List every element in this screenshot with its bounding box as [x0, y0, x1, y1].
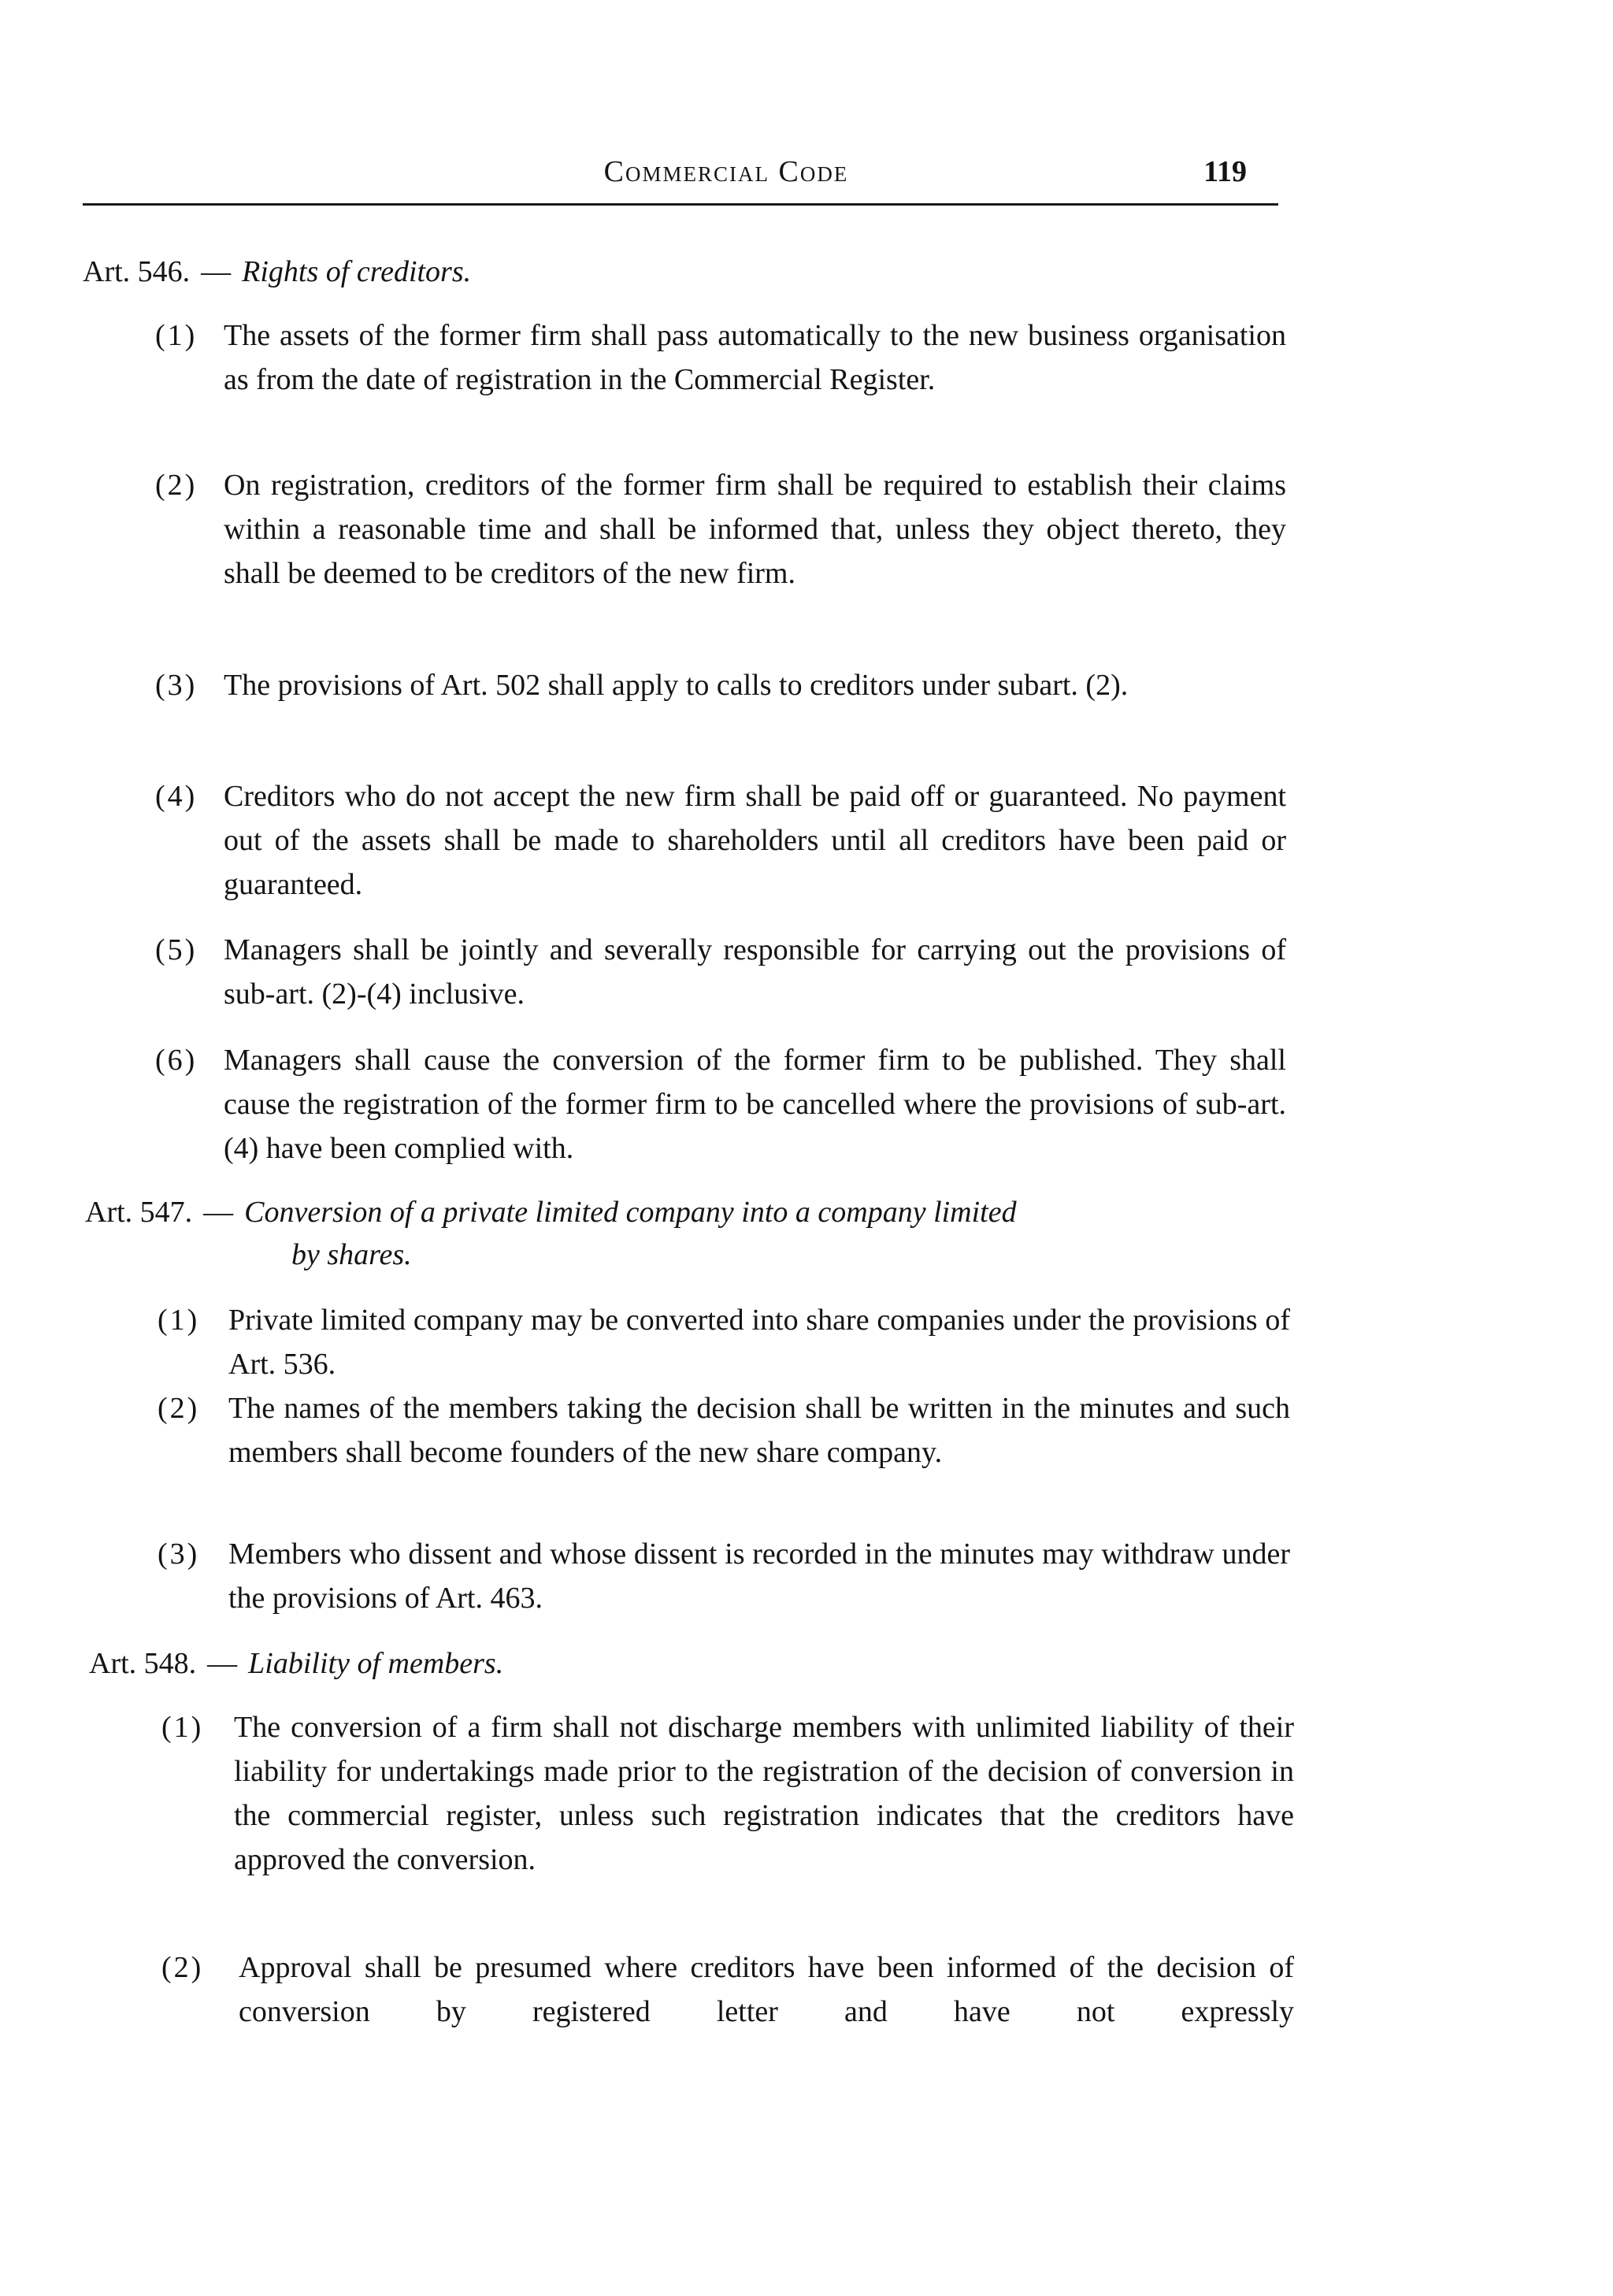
paragraph-number: (2)	[155, 469, 198, 502]
paragraph-text: Creditors who do not accept the new firm shall be paid off or guaranteed. No payment out of the assets shall be made to shareholders until all creditors have been paid or guaranteed.	[224, 780, 1286, 901]
paragraph-number: (2)	[158, 1392, 200, 1425]
article-546-paragraph-3	[155, 663, 1288, 753]
article-546-heading	[83, 250, 471, 293]
paragraph-text: Managers shall be jointly and severally responsible for carrying out the provisions of sub-art. (2)-(4) inclusive.	[224, 933, 1286, 1011]
paragraph-text: The assets of the former firm shall pass automatically to the new business organisation as from the date of registration in the Commercial Register.	[224, 319, 1286, 396]
paragraph-number: (3)	[155, 669, 198, 702]
paragraph-number: (5)	[155, 933, 198, 966]
paragraph-text: The provisions of Art. 502 shall apply to calls to creditors under subart. (2).	[224, 669, 1129, 702]
paragraph-text: The names of the members taking the decision shall be written in the minutes and such members shall become founders of the new share company.	[228, 1392, 1290, 1469]
article-547-paragraph-1	[158, 1298, 1292, 1388]
running-header	[83, 154, 1278, 202]
article-546-paragraph-6	[155, 1038, 1288, 1172]
article-547-paragraph-2	[158, 1386, 1292, 1520]
article-title: Liability of members.	[248, 1647, 504, 1680]
paragraph-number: (1)	[161, 1711, 204, 1744]
article-title: Conversion of a private limited company into a company limited	[244, 1196, 1017, 1229]
paragraph-number: (1)	[155, 319, 198, 352]
paragraph-text: Members who dissent and whose dissent is recorded in the minutes may withdraw under the provisions of Art. 463.	[228, 1537, 1290, 1615]
article-number: Art. 546.	[83, 255, 191, 288]
article-title: Rights of creditors.	[242, 255, 472, 288]
page-number: 119	[1203, 155, 1247, 188]
paragraph-number: (4)	[155, 780, 198, 813]
header-rule	[83, 203, 1278, 206]
article-number: Art. 547.	[85, 1196, 193, 1229]
article-547-heading	[85, 1191, 1017, 1233]
paragraph-number: (6)	[155, 1044, 198, 1077]
running-title: Commercial Code	[603, 155, 849, 188]
paragraph-number: (3)	[158, 1537, 200, 1571]
paragraph-text: On registration, creditors of the former firm shall be required to establish their claims within a reasonable time and shall be informed that, unless they object thereto, they shall be deemed to be creditors of the new firm.	[224, 469, 1286, 590]
paragraph-number: (2)	[161, 1951, 204, 1984]
article-number: Art. 548.	[89, 1647, 197, 1680]
paragraph-text: Managers shall cause the conversion of the former firm to be published. They shall cause the registration of the former firm to be cancelled where the provisions of sub-art. (4) have been complied with.	[224, 1044, 1286, 1165]
article-547-title-continuation: by shares.	[291, 1238, 412, 1271]
article-548-heading	[89, 1642, 503, 1685]
article-dash: —	[207, 1647, 238, 1680]
article-dash: —	[201, 255, 232, 288]
paragraph-text: The conversion of a firm shall not discharge members with unlimited liability of their liability for undertakings made prior to the registration of the decision of conversion in the commercial register, unless such registration indicates that the creditors have approved the conversion.	[234, 1711, 1294, 1876]
article-546-paragraph-5	[155, 928, 1288, 1018]
article-547-paragraph-3	[158, 1532, 1292, 1622]
article-548-paragraph-1	[161, 1705, 1296, 1927]
paragraph-number: (1)	[158, 1304, 200, 1337]
article-546-paragraph-1	[155, 313, 1288, 447]
article-546-paragraph-2	[155, 463, 1288, 641]
article-dash: —	[203, 1196, 234, 1229]
article-546-paragraph-4	[155, 774, 1288, 908]
paragraph-text: Private limited company may be converted into share companies under the provisions of Art. 536.	[228, 1304, 1290, 1381]
article-548-paragraph-2	[161, 1945, 1296, 2035]
paragraph-text: Approval shall be presumed where creditors have been informed of the decision of conversion by registered letter and have not expressly	[239, 1951, 1294, 2028]
